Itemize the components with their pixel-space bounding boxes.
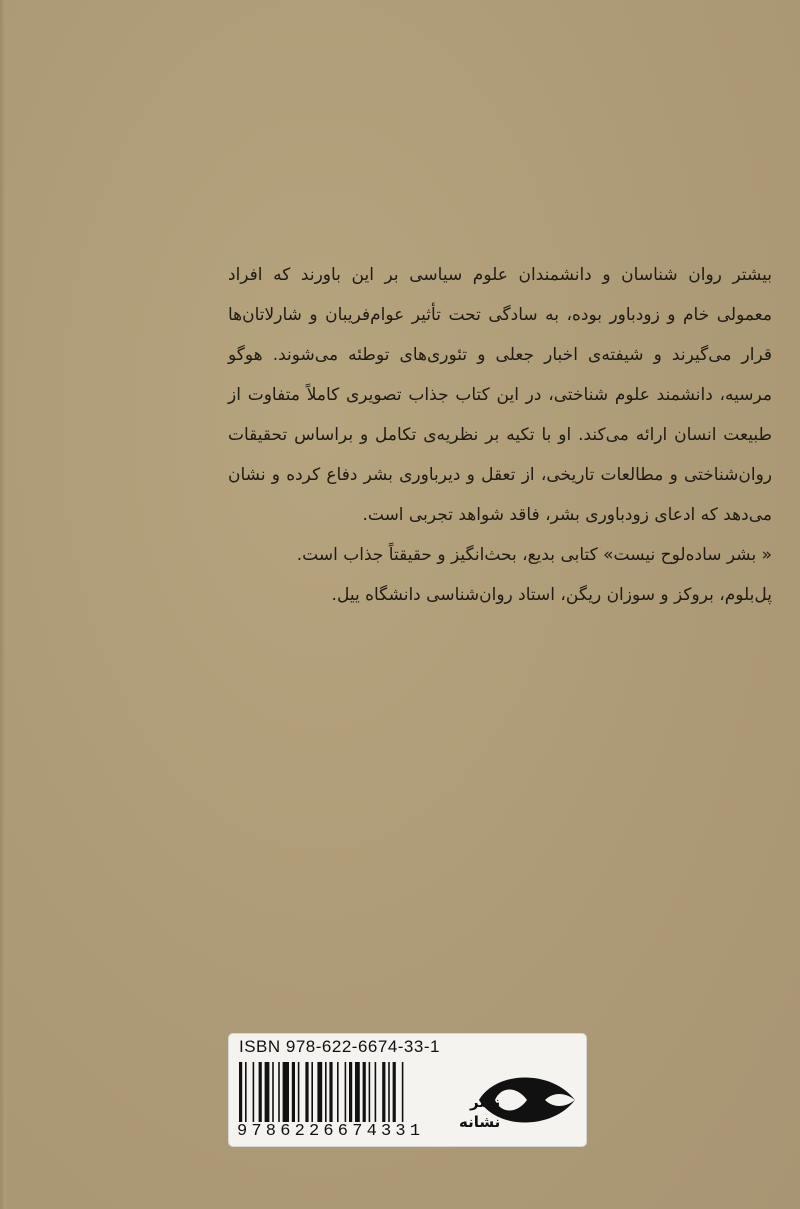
barcode-bar bbox=[369, 1062, 371, 1122]
blurb-text bbox=[228, 255, 772, 615]
barcode-bar bbox=[259, 1062, 262, 1122]
blurb-paragraph-attribution: پل‌بلوم، بروکز و سوزان ریگن، استاد روان‌شناسی دانشگاه ییل. bbox=[331, 585, 772, 605]
barcode-bar bbox=[283, 1062, 289, 1122]
publisher-logo-line2: نشانه bbox=[459, 1113, 501, 1131]
barcode-bar bbox=[278, 1062, 280, 1122]
barcode-bar bbox=[363, 1062, 366, 1122]
blurb-paragraph-quote: « بشر ساده‌لوح نیست» کتابی بدیع، بحث‌انگیز و حقیقتاً جذاب است. bbox=[296, 545, 772, 565]
barcode-bar bbox=[329, 1062, 332, 1122]
barcode-bar bbox=[292, 1062, 295, 1122]
barcode-bar bbox=[253, 1062, 255, 1122]
barcode-bar bbox=[298, 1062, 300, 1122]
isbn-barcode-label bbox=[229, 1034, 586, 1146]
barcode-bar bbox=[272, 1062, 274, 1122]
publisher-logo-text bbox=[459, 1092, 500, 1132]
barcode-bar bbox=[375, 1062, 377, 1122]
barcode-bar bbox=[345, 1062, 347, 1122]
barcode-bar bbox=[317, 1062, 322, 1122]
barcode-digits: 9786226674331 bbox=[237, 1122, 432, 1142]
spine-edge bbox=[0, 0, 6, 1209]
isbn-number: ISBN 978-622-6674-33-1 bbox=[239, 1037, 440, 1056]
barcode-bar bbox=[382, 1062, 385, 1122]
publisher-logo-line1: نشر bbox=[470, 1093, 501, 1111]
barcode-bar bbox=[388, 1062, 390, 1122]
barcode-bar bbox=[265, 1062, 270, 1122]
barcode-bar bbox=[337, 1062, 339, 1122]
barcode-bar bbox=[393, 1062, 396, 1122]
barcode-bar bbox=[355, 1062, 360, 1122]
barcode-bar bbox=[305, 1062, 308, 1122]
barcode-bar bbox=[311, 1062, 313, 1122]
barcode-bar bbox=[349, 1062, 352, 1122]
blurb-paragraph-main: بیشتر روان شناسان و دانشمندان علوم سیاسی بر این باورند که افراد معمولی خام و زودباور بوده، به سادگی تحت تأثیر عوام‌فریبان و شارلاتان‌ها قرار می‌گیرند و شیفته‌ی اخبار جعلی و تئوری‌های توطئه می‌شوند. هوگو مرسیه، دانشمند علوم شناختی، در این کتاب جذاب تصویری کاملاً متفاوت از طبیعت انسان ارائه می‌کند. او با تکیه بر نظریه‌ی تکامل و براساس تحقیقات روان‌شناختی و مطالعات تاریخی، از تعقل و دیرباوری بشر دفاع کرده و نشان می‌دهد که ادعای زودباوری بشر، فاقد شواهد تجربی است. bbox=[228, 265, 772, 525]
